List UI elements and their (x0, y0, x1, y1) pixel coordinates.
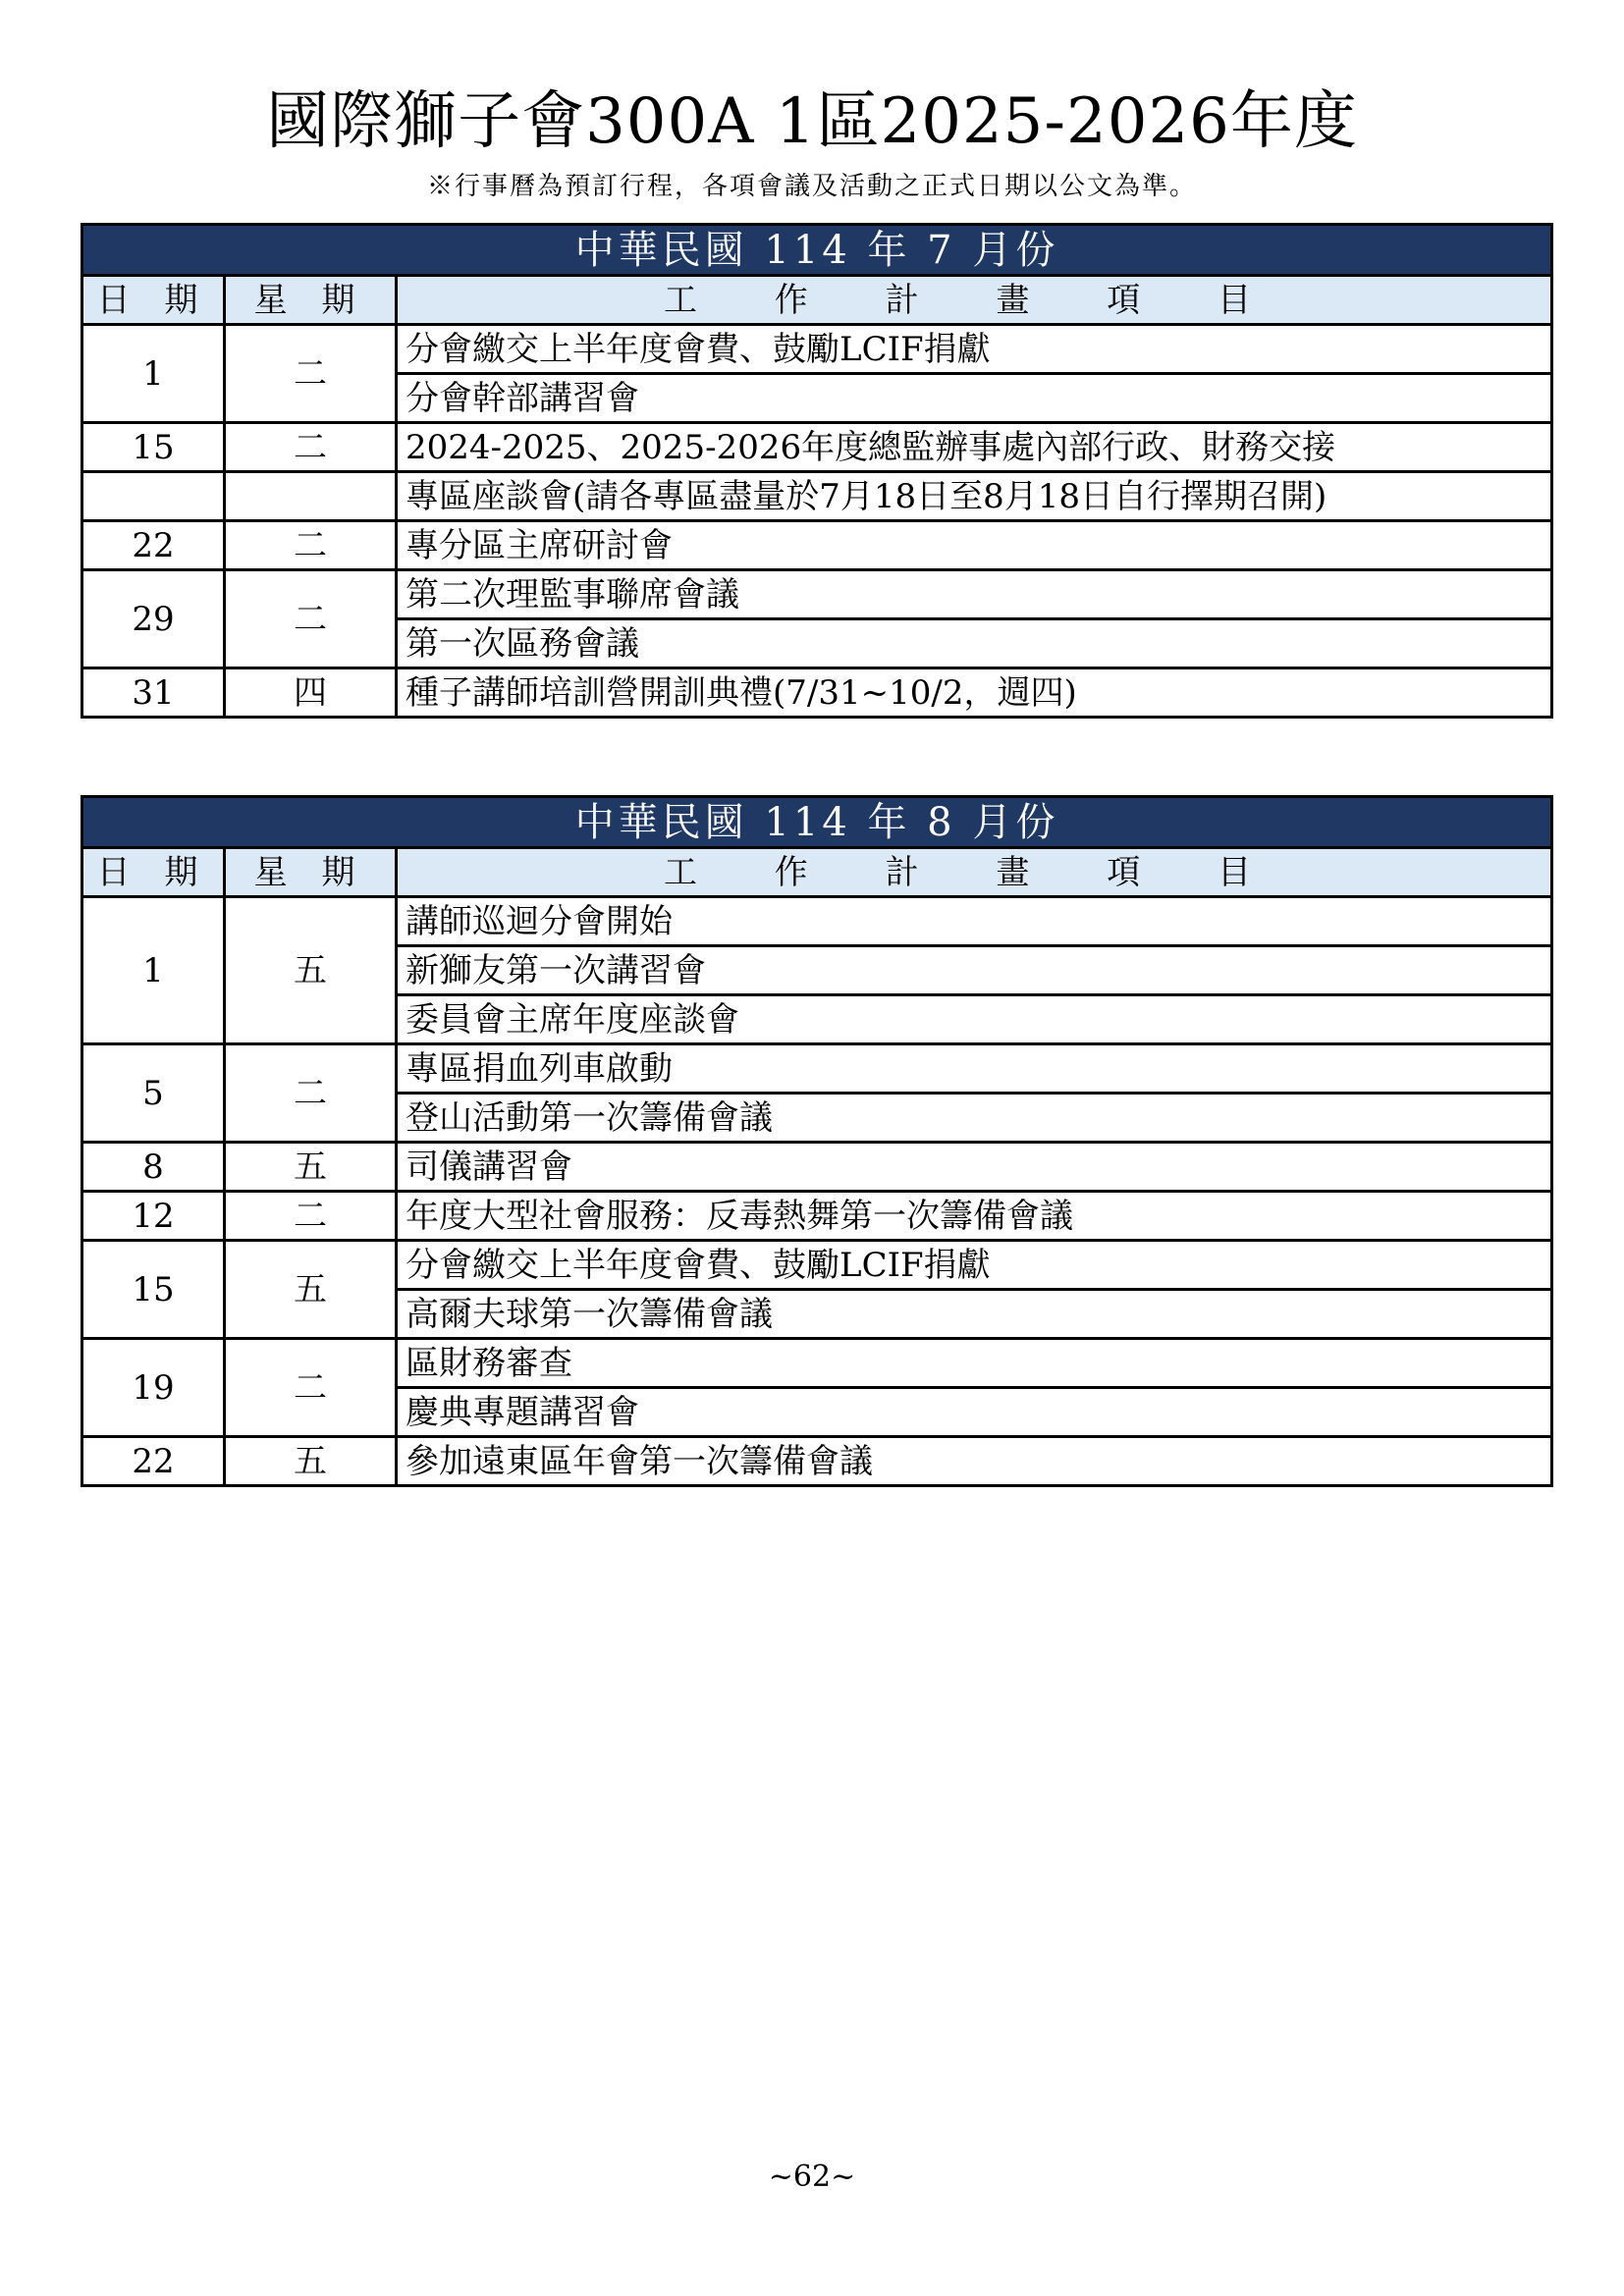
column-header-row (82, 276, 1552, 325)
item-cell: 登山活動第一次籌備會議 (397, 1094, 1552, 1143)
page-subtitle: ※行事曆為預訂行程，各項會議及活動之正式日期以公文為準。 (426, 172, 1197, 201)
weekday-cell: 五 (225, 1143, 397, 1192)
date-cell: 29 (82, 570, 225, 668)
item-cell: 專區座談會(請各專區盡量於7月18日至8月18日自行擇期召開) (397, 472, 1552, 521)
item-cell: 區財務審查 (397, 1339, 1552, 1388)
item-cell: 參加遠東區年會第一次籌備會議 (397, 1437, 1552, 1486)
weekday-cell: 二 (225, 521, 397, 570)
item-cell: 專分區主席研討會 (397, 521, 1552, 570)
column-header-weekday: 星 期 (225, 848, 397, 897)
item-cell: 種子講師培訓營開訓典禮(7/31~10/2，週四) (397, 668, 1552, 718)
table-row (82, 325, 1552, 374)
weekday-cell: 二 (225, 1192, 397, 1241)
item-cell: 委員會主席年度座談會 (397, 995, 1552, 1044)
item-cell: 2024-2025、2025-2026年度總監辦事處內部行政、財務交接 (397, 423, 1552, 472)
page-number: ~62~ (768, 2160, 856, 2194)
item-cell: 司儀講習會 (397, 1143, 1552, 1192)
table-row (82, 521, 1552, 570)
page-title: 國際獅子會300A 1區2025-2026年度 (266, 85, 1358, 158)
table-row (82, 1437, 1552, 1486)
date-cell: 12 (82, 1192, 225, 1241)
weekday-cell: 二 (225, 570, 397, 668)
date-cell: 8 (82, 1143, 225, 1192)
date-cell (82, 472, 225, 521)
table-row (82, 1143, 1552, 1192)
date-cell: 5 (82, 1044, 225, 1143)
weekday-cell: 二 (225, 423, 397, 472)
date-cell: 15 (82, 423, 225, 472)
weekday-cell: 五 (225, 1437, 397, 1486)
weekday-cell: 二 (225, 325, 397, 423)
date-cell: 22 (82, 521, 225, 570)
column-header-item: 工 作 計 畫 項 目 (397, 848, 1552, 897)
table-row (82, 1339, 1552, 1388)
item-cell: 年度大型社會服務：反毒熱舞第一次籌備會議 (397, 1192, 1552, 1241)
column-header-date: 日 期 (82, 848, 225, 897)
table-row (82, 897, 1552, 946)
item-cell: 講師巡迴分會開始 (397, 897, 1552, 946)
column-header-weekday: 星 期 (225, 276, 397, 325)
table-row (82, 472, 1552, 521)
august-schedule-table (81, 795, 1553, 1487)
table-row (82, 1192, 1552, 1241)
date-cell: 15 (82, 1241, 225, 1339)
date-cell: 1 (82, 325, 225, 423)
table-row (82, 668, 1552, 718)
column-header-item: 工 作 計 畫 項 目 (397, 276, 1552, 325)
column-header-date: 日 期 (82, 276, 225, 325)
item-cell: 第二次理監事聯席會議 (397, 570, 1552, 619)
item-cell: 分會繳交上半年度會費、鼓勵LCIF捐獻 (397, 1241, 1552, 1290)
date-cell: 22 (82, 1437, 225, 1486)
date-cell: 31 (82, 668, 225, 718)
item-cell: 高爾夫球第一次籌備會議 (397, 1290, 1552, 1339)
table-row (82, 423, 1552, 472)
date-cell: 1 (82, 897, 225, 1044)
july-schedule-table (81, 223, 1553, 719)
item-cell: 分會幹部講習會 (397, 374, 1552, 423)
weekday-cell: 二 (225, 1339, 397, 1437)
month-heading: 中華民國 114 年 7 月份 (82, 225, 1552, 276)
weekday-cell: 五 (225, 897, 397, 1044)
date-cell: 19 (82, 1339, 225, 1437)
weekday-cell: 四 (225, 668, 397, 718)
item-cell: 第一次區務會議 (397, 619, 1552, 668)
table-row (82, 1044, 1552, 1094)
month-heading: 中華民國 114 年 8 月份 (82, 797, 1552, 848)
table-row (82, 570, 1552, 619)
column-header-row (82, 848, 1552, 897)
weekday-cell (225, 472, 397, 521)
item-cell: 專區捐血列車啟動 (397, 1044, 1552, 1094)
item-cell: 慶典專題講習會 (397, 1388, 1552, 1437)
weekday-cell: 五 (225, 1241, 397, 1339)
item-cell: 分會繳交上半年度會費、鼓勵LCIF捐獻 (397, 325, 1552, 374)
item-cell: 新獅友第一次講習會 (397, 946, 1552, 995)
table-row (82, 1241, 1552, 1290)
weekday-cell: 二 (225, 1044, 397, 1143)
